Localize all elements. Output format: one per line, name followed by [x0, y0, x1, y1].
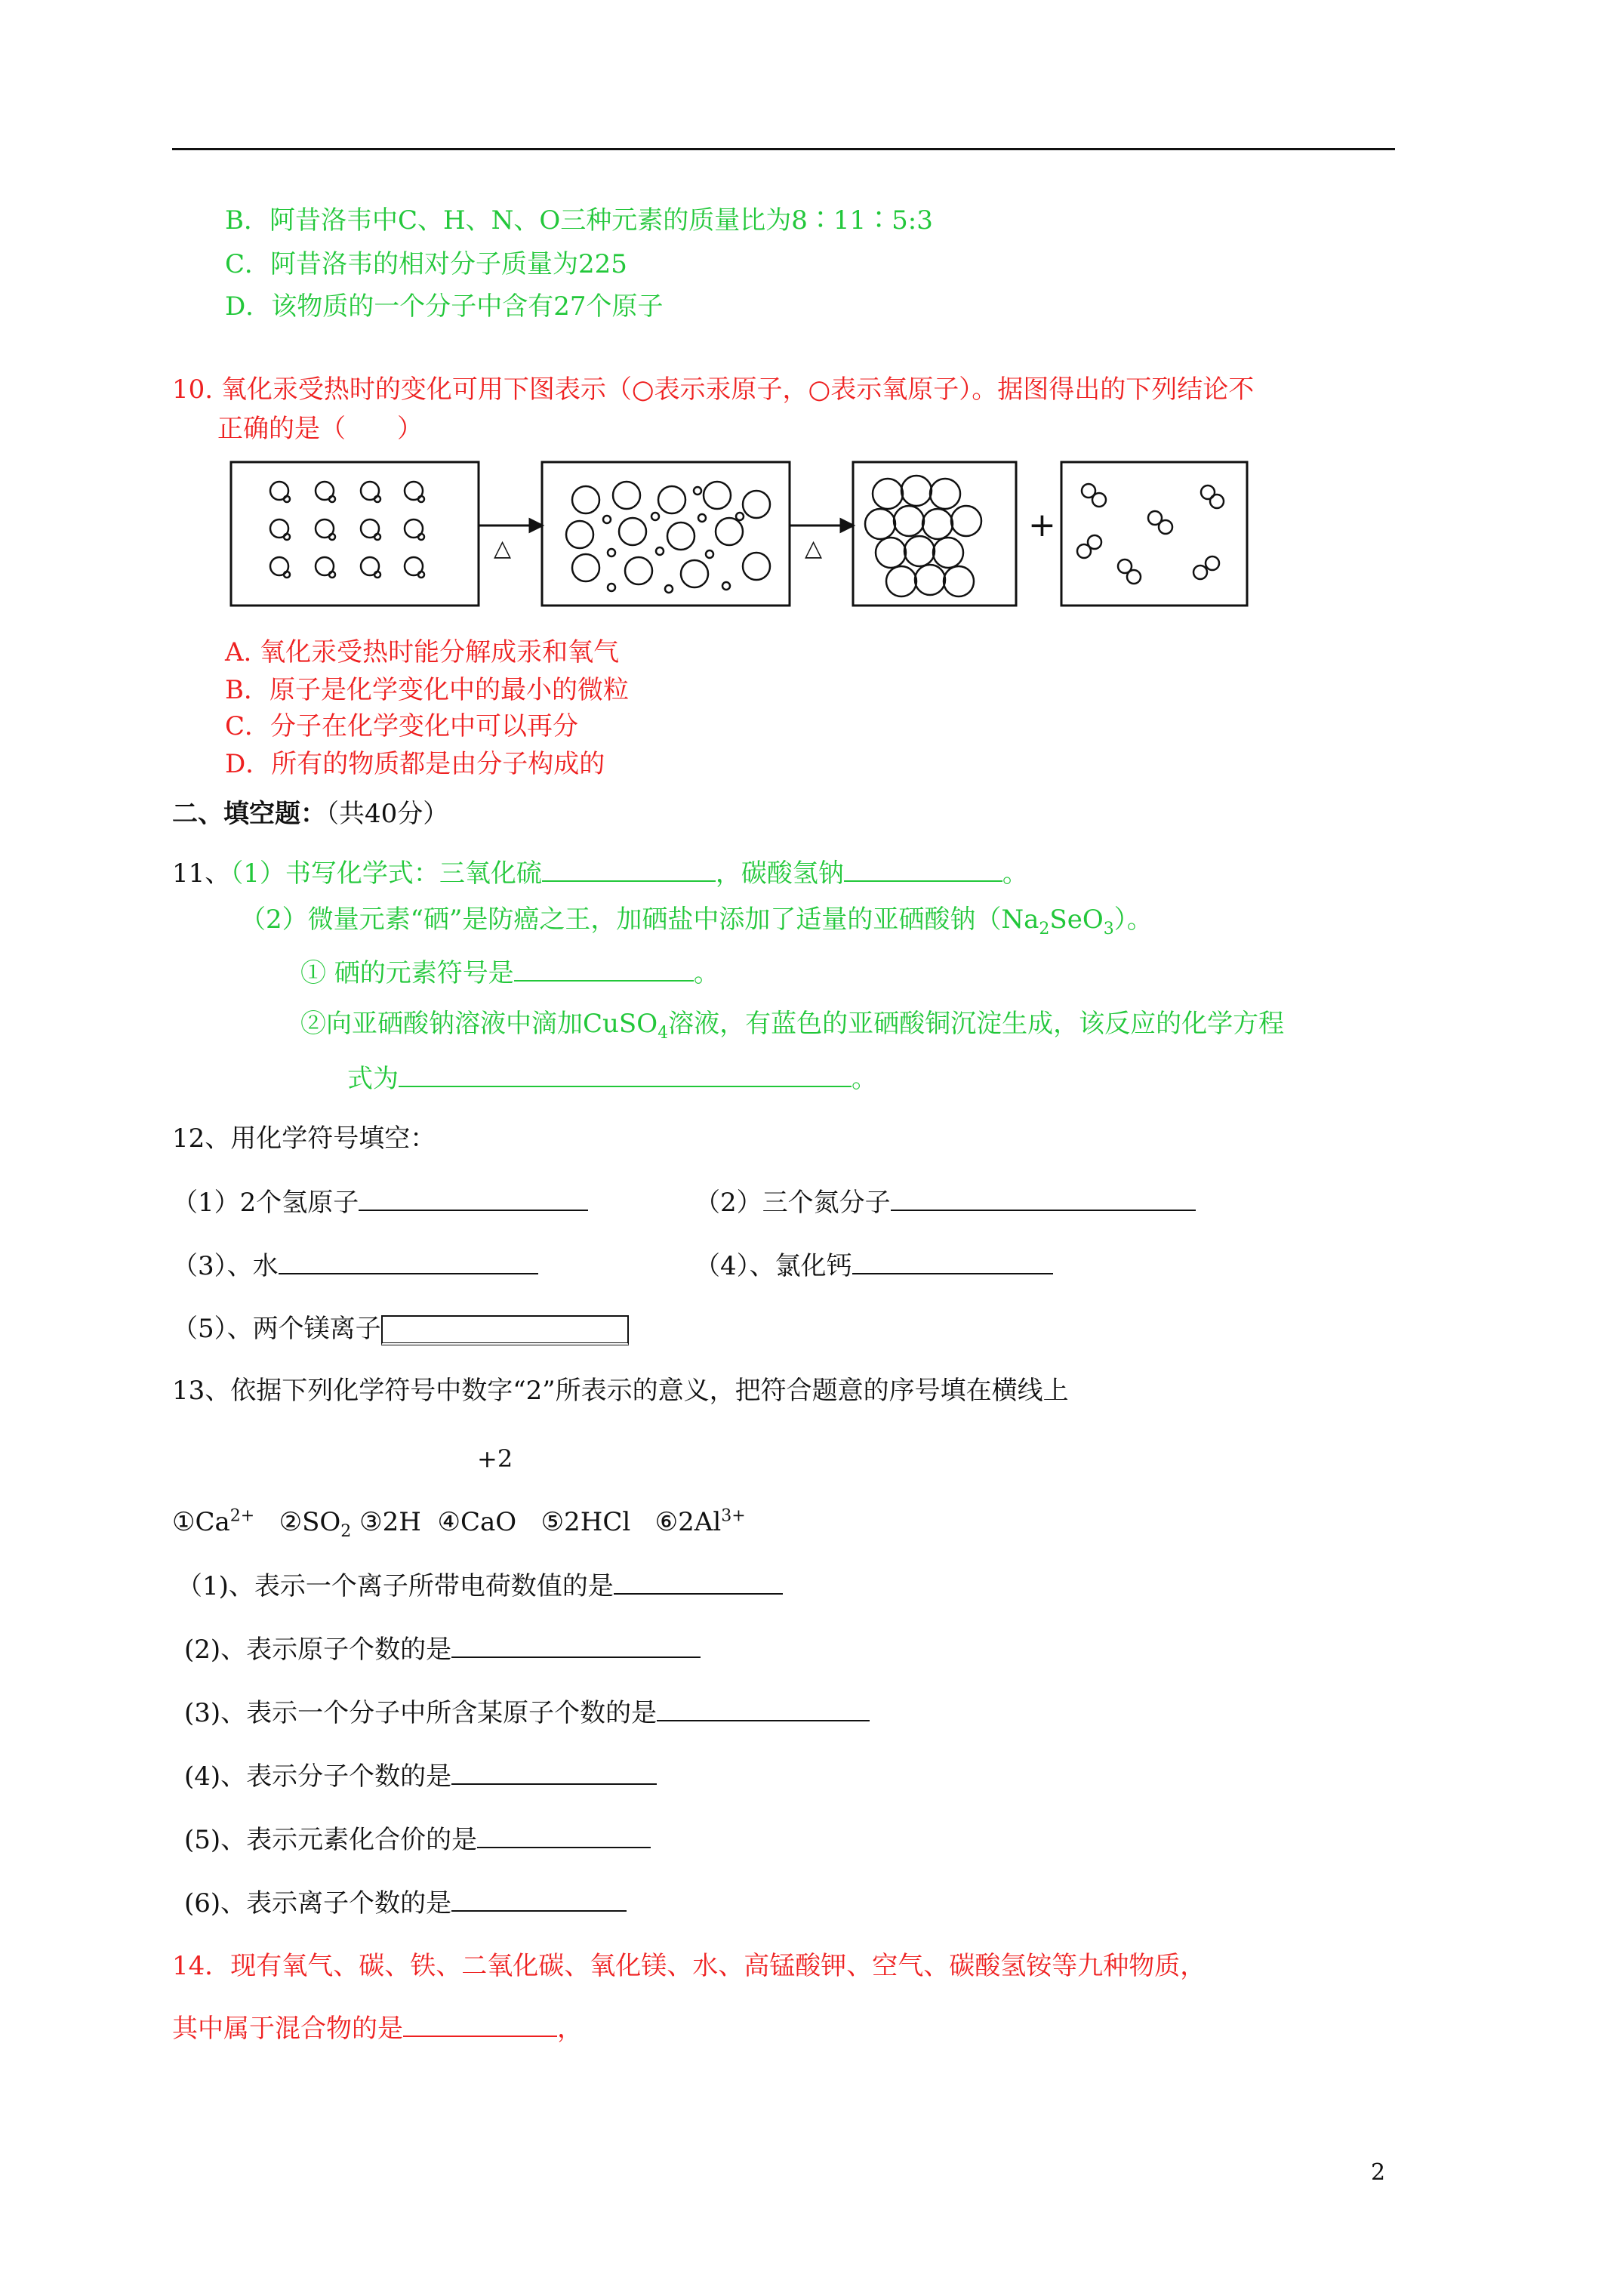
plus-symbol: + [1028, 506, 1056, 544]
section-points: （共40分） [326, 799, 449, 829]
q12-item3-label: （3）、水 [172, 1251, 279, 1281]
q13-item1 [177, 1570, 783, 1601]
q11-part2-sub2: 3 [1103, 919, 1114, 938]
q11-sub2-end: 。 [852, 1064, 877, 1094]
formula-6: $⑥2Al^{3+}$ [654, 1506, 746, 1537]
q13-item2-label: (2)、表示原子个数的是 [184, 1635, 452, 1665]
q11-part1-label-2: ，碳酸氢钠 [715, 858, 844, 889]
q13-item4 [184, 1761, 657, 1792]
arrow-head [841, 519, 853, 532]
q11-sub2-cont [347, 1063, 877, 1094]
q11-part2-sub1: 2 [1039, 919, 1050, 938]
valence-mark: +2 [477, 1444, 513, 1473]
q12-item5 [172, 1314, 629, 1345]
q11-part2-text-b: SeO [1049, 905, 1104, 935]
answer-blank-q13-5[interactable] [477, 1824, 651, 1848]
q11-sub1-end: 。 [693, 958, 719, 988]
q14-line2 [172, 2013, 583, 2044]
answer-blank-q12-2[interactable] [891, 1187, 1196, 1211]
answer-blank-se-symbol[interactable] [514, 957, 694, 982]
q13-item1-label: （1)、表示一个离子所带电荷数值的是 [177, 1571, 614, 1601]
formula-2: $②SO_2$ [279, 1507, 352, 1541]
q14-line1: 14．现有氧气、碳、铁、二氧化碳、氧化镁、水、高锰酸钾、空气、碳酸氢铵等九种物质， [172, 1951, 1206, 1981]
q11-sub1-text: ① 硒的元素符号是 [300, 958, 514, 988]
answer-blank-q13-1[interactable] [614, 1570, 783, 1595]
q11-sub2-text-c: 式为 [347, 1064, 399, 1094]
q10-stem-line2: 正确的是（ ） [217, 414, 423, 444]
q13-item5 [184, 1824, 651, 1855]
answer-blank-q13-3[interactable] [657, 1697, 870, 1721]
section-title: 二、填空题： [172, 799, 326, 829]
mercury-oxide-diagram [219, 453, 1261, 619]
q13-formulas [172, 1506, 746, 1541]
answer-blank-q13-2[interactable] [451, 1634, 701, 1658]
q11-part2-text-a: （2）微量元素“硒”是防癌之王，加硒盐中添加了适量的亚硒酸钠（Na [240, 905, 1039, 935]
page-number: 2 [1371, 2159, 1386, 2186]
q10-option-c: C．分子在化学变化中可以再分 [225, 711, 579, 741]
q11-part1-label: （1）书写化学式：三氧化硫 [230, 858, 542, 889]
q11-sub2-text-b: 溶液，有蓝色的亚硒酸铜沉淀生成，该反应的化学方程 [668, 1009, 1285, 1039]
answer-box-q12-5[interactable] [381, 1315, 629, 1345]
q12-item2-label: （2）三个氮分子 [694, 1188, 891, 1218]
header-rule [172, 148, 1395, 150]
q10-option-d: D．所有的物质都是由分子构成的 [225, 749, 605, 779]
answer-blank-q12-1[interactable] [359, 1187, 588, 1211]
box-hgo-molecules [231, 462, 479, 606]
q13-item3-label: (3)、表示一个分子中所含某原子个数的是 [184, 1698, 658, 1728]
q12-item2 [694, 1187, 1196, 1218]
formula-1: $①Ca^{2+}$ [172, 1506, 255, 1537]
answer-blank-q13-4[interactable] [451, 1761, 657, 1785]
q10-stem-line1: 10. 氧化汞受热时的变化可用下图表示（○表示汞原子，○表示氧原子）。据图得出的下列结论不 [172, 374, 1255, 405]
q10-option-b: B．原子是化学变化中的最小的微粒 [225, 675, 629, 705]
formula-5: ⑤2HCl [540, 1507, 631, 1537]
formula-3: ③2H [359, 1507, 421, 1537]
answer-blank-so3[interactable] [542, 858, 716, 882]
q9-option-c: C．阿昔洛韦的相对分子质量为225 [225, 249, 627, 279]
q11-number: 11、 [172, 858, 231, 889]
arrow-head [530, 519, 542, 532]
q11-part2-text-c: ）。 [1113, 905, 1153, 935]
q14-line2-label: 其中属于混合物的是 [172, 2014, 403, 2044]
q12-item4-label: （4）、氯化钙 [694, 1251, 852, 1281]
q13-item2 [184, 1634, 701, 1665]
q13-item4-label: (4)、表示分子个数的是 [184, 1761, 452, 1792]
q12-item4 [694, 1250, 1053, 1281]
q11-part1 [172, 858, 1028, 889]
q12-item1 [172, 1187, 588, 1218]
answer-blank-q14[interactable] [403, 2013, 557, 2037]
q11-sub1 [300, 957, 719, 988]
answer-blank-q13-6[interactable] [451, 1888, 627, 1912]
q13-item3 [184, 1697, 870, 1728]
q9-option-b: B．阿昔洛韦中C、H、N、O三种元素的质量比为8∶11∶5:3 [225, 205, 933, 236]
q12-item3 [172, 1250, 538, 1281]
q13-item6 [184, 1888, 627, 1918]
answer-blank-equation[interactable] [399, 1063, 852, 1087]
q14-line2-end: ， [557, 2014, 583, 2044]
heat-symbol-2: △ [805, 535, 823, 562]
q13-item6-label: (6)、表示离子个数的是 [184, 1888, 452, 1918]
q12-item5-label: （5）、两个镁离子 [172, 1314, 381, 1344]
q11-sub2-subscript: 4 [658, 1023, 669, 1043]
q10-option-a: A. 氧化汞受热时能分解成汞和氧气 [225, 637, 620, 667]
formula-4: ④CaO [437, 1507, 517, 1537]
answer-blank-q12-3[interactable] [279, 1250, 538, 1274]
q11-part1-end: 。 [1002, 858, 1028, 889]
q9-option-d: D．该物质的一个分子中含有27个原子 [225, 291, 664, 322]
q13-item5-label: (5)、表示元素化合价的是 [184, 1825, 478, 1855]
q12-item1-label: （1）2个氢原子 [172, 1188, 359, 1218]
section-heading [172, 799, 448, 829]
q13-stem: 13、依据下列化学符号中数字“2”所表示的意义，把符合题意的序号填在横线上 [172, 1376, 1069, 1406]
heat-symbol-1: △ [494, 535, 512, 562]
answer-blank-nahco3[interactable] [844, 858, 1002, 882]
q12-stem: 12、用化学符号填空： [172, 1123, 436, 1154]
q11-part2 [240, 905, 1153, 938]
answer-blank-q12-4[interactable] [852, 1250, 1053, 1274]
q11-sub2-text-a: ②向亚硒酸钠溶液中滴加CuSO [300, 1009, 658, 1039]
q11-sub2 [300, 1009, 1285, 1043]
box-separated-atoms [542, 462, 790, 606]
